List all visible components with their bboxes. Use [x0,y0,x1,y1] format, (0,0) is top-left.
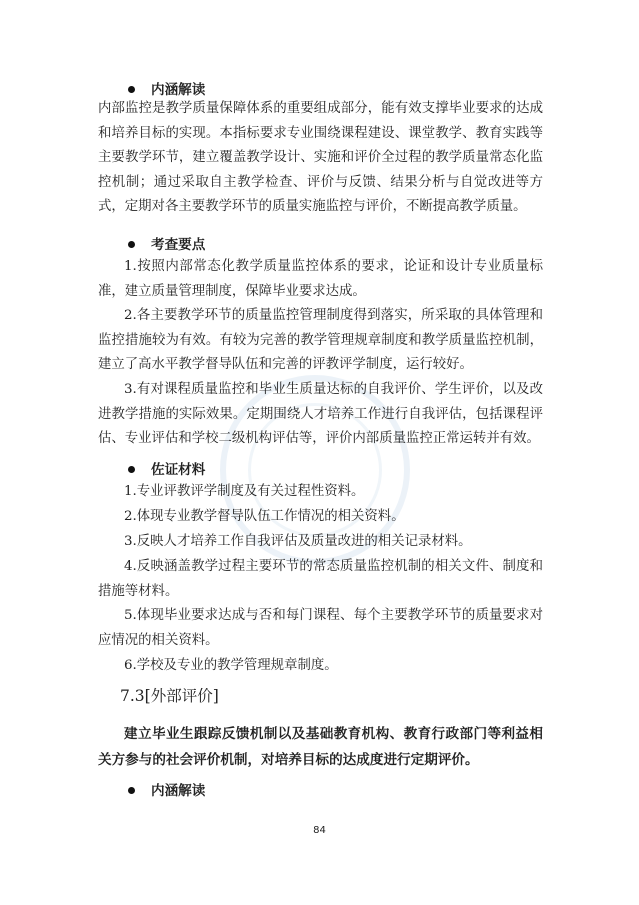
evidence-item: 3.反映人才培养工作自我评估及质量改进的相关记录材料。 [124,534,472,549]
heading-key-points [128,233,205,253]
heading-text: 内涵解读 [151,82,206,98]
heading-text: 考查要点 [151,237,206,253]
heading-text: 内涵解读 [151,783,206,799]
key-point-item: 1.按照内部常态化教学质量监控体系的要求，论证和设计专业质量标准，建立质量管理制度，保障毕业要求达成。 [98,259,543,299]
evidence-item: 6.学校及专业的教学管理规章制度。 [124,658,338,673]
section-statement: 建立毕业生跟踪反馈机制以及基础教育机构、教育行政部门等利益相关方参与的社会评价机制，对培养目标的达成度进行定期评价。 [98,726,543,768]
key-point-item: 3.有对课程质量监控和毕业生质量达标的自我评价、学生评价，以及改进教学措施的实际效果。定期围绕人才培养工作进行自我评估，包括课程评估、专业评估和学校二级机构评估等，评价内部质量监控正常运转并有效。 [98,382,543,447]
page-number: 84 [313,825,326,836]
heading-connotation [128,78,205,98]
evidence-item: 1.专业评教评学制度及有关过程性资料。 [124,484,365,499]
key-point-item: 2.各主要教学环节的质量监控管理制度得到落实，所采取的具体管理和监控措施较为有效。有较为完善的教学管理规章制度和教学质量监控机制，建立了高水平教学督导队伍和完善的评教评学制度，运行较好。 [98,308,543,373]
section-title: 7.3[外部评价] [120,687,219,705]
connotation-paragraph: 内部监控是教学质量保障体系的重要组成部分，能有效支撑毕业要求的达成和培养目标的实现。本指标要求专业围绕课程建设、课堂教学、教育实践等主要教学环节，建立覆盖教学设计、实施和评价全过程的教学质量常态化监控机制；通过采取自主教学检查、评价与反馈、结果分析与自觉改进等方式，定期对各主要教学环节的质量实施监控与评价，不断提高教学质量。 [98,101,543,215]
heading-text: 佐证材料 [151,462,206,478]
heading-connotation-2 [128,779,205,799]
bullet-icon [128,787,135,794]
bullet-icon [128,241,135,248]
bullet-icon [128,466,135,473]
evidence-item: 2.体现专业教学督导队伍工作情况的相关资料。 [124,509,405,524]
heading-evidence [128,458,205,478]
evidence-item: 4.反映涵盖教学过程主要环节的常态质量监控机制的相关文件、制度和措施等材料。 [98,559,543,599]
evidence-item: 5.体现毕业要求达成与否和每门课程、每个主要教学环节的质量要求对应情况的相关资料。 [98,608,543,648]
bullet-icon [128,86,135,93]
